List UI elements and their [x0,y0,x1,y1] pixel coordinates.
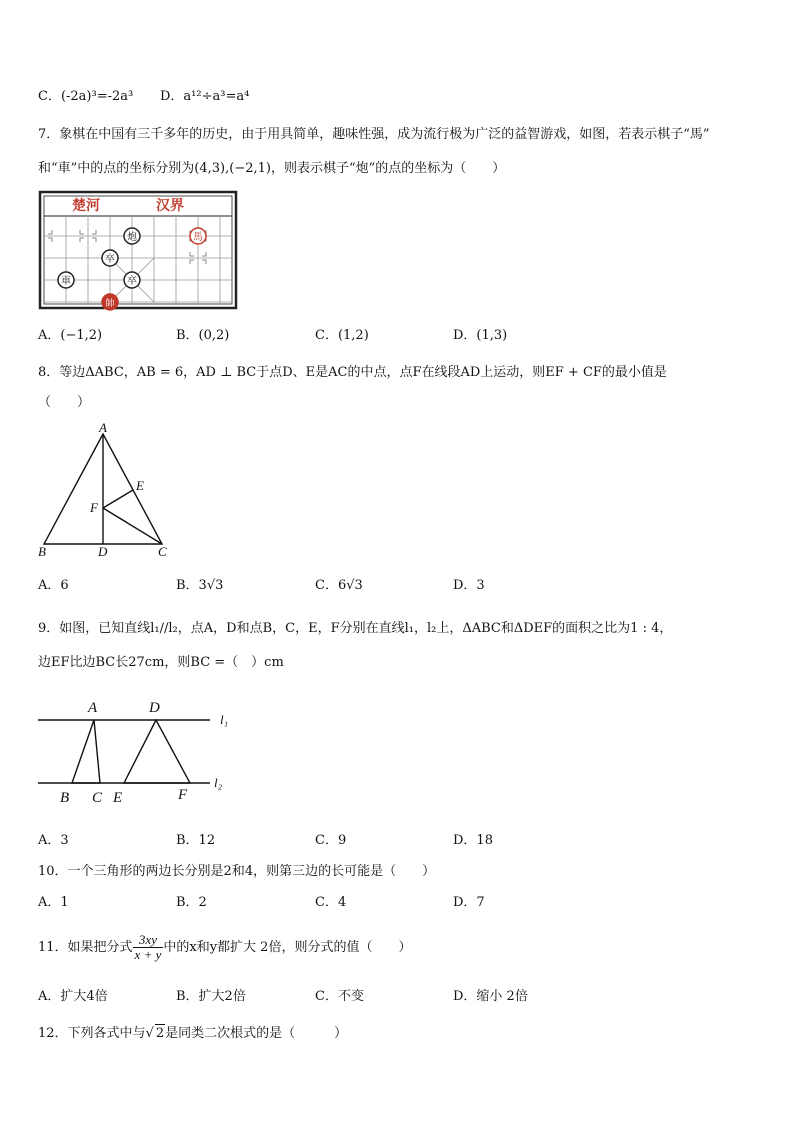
q10-option-c: C．4 [315,895,347,910]
q10-option-d: D．7 [453,895,485,910]
q11-fraction-denominator: x + y [134,947,162,962]
q7-option-c: C．(1,2) [315,328,369,343]
q9-stem-line2: 边EF比边BC长27cm，则BC =（ ）cm [38,655,284,670]
label-c: C [92,790,103,806]
svg-text:馬: 馬 [193,232,203,243]
label-e: E [113,790,123,806]
q10-option-b: B．2 [176,895,207,910]
q9-option-c: C．9 [315,833,347,848]
q8-stem-line2: （ ） [38,395,91,410]
q7-stem-line1: 7．象棋在中国有三千多年的历史，由于用具简单，趣味性强，成为流行极为广泛的益智游戏，如图，若表示棋子“馬” [38,127,710,142]
label-a: A [99,420,107,435]
triangle-abc-figure [30,420,180,560]
board-banner-left: 楚河 [72,198,100,214]
q7-stem-line2: 和“車”中的点的坐标分别为(4,3),(−2,1)，则表示棋子“炮”的点的坐标为（ ） [38,161,506,176]
q12-prefix: 12．下列各式中与 [38,1026,146,1041]
svg-text:卒: 卒 [127,276,137,287]
svg-text:卒: 卒 [105,254,115,265]
q7-option-b: B．(0,2) [176,328,230,343]
sqrt-symbol: √ [145,1026,154,1041]
q9-option-b: B．12 [176,833,216,848]
q11-stem [38,930,411,966]
label-d: D [149,700,160,716]
q11-option-b: B．扩大2倍 [176,989,246,1004]
label-f: F [90,500,98,515]
q8-option-c: C．6√3 [315,578,363,593]
q7-option-a: A．(−1,2) [38,328,103,343]
q9-option-a: A．3 [38,833,69,848]
label-a: A [88,700,98,716]
q10-option-a: A．1 [38,895,69,910]
q8-option-b: B．3√3 [176,578,224,593]
q6-option-d: D．a¹²÷a³=a⁴ [160,89,250,104]
label-b: B [38,544,46,559]
piece-zu-2 [124,272,140,288]
piece-shuai [102,294,118,310]
label-l1: l₁ [220,712,229,727]
q9-option-d: D．18 [453,833,493,848]
q11-option-c: C．不变 [315,989,364,1004]
q8-stem-line1: 8．等边ΔABC，AB = 6，AD ⊥ BC于点D、E是AC的中点，点F在线段AD上运动，则EF + CF的最小值是 [38,365,667,380]
board-banner-right: 汉界 [156,198,184,214]
label-c: C [158,544,167,559]
q12-radicand: 2 [155,1026,165,1041]
parallel-lines-figure [30,692,240,810]
piece-ju [58,272,74,288]
q8-option-a: A．6 [38,578,69,593]
svg-text:帥: 帥 [105,299,115,309]
piece-pao [124,228,140,244]
q10-stem: 10．一个三角形的两边长分别是2和4，则第三边的长可能是（ ） [38,864,436,879]
label-b: B [60,790,70,806]
q9-stem-line1: 9．如图，已知直线l₁//l₂，点A，D和点B，C，E，F分别在直线l₁，l₂上，ΔABC和ΔDEF的面积之比为1 : 4， [38,621,673,636]
q6-option-c: C．(-2a)³=-2a³ [38,89,134,104]
label-f: F [178,787,188,803]
piece-zu-1 [102,250,118,266]
q11-fraction-numerator: 3xy [133,933,164,948]
svg-text:炮: 炮 [127,232,137,243]
q11-option-d: D．缩小 2倍 [453,989,528,1004]
q11-prefix: 11．如果把分式 [38,940,133,955]
piece-ma [190,228,206,244]
q7-option-d: D．(1,3) [453,328,508,343]
label-e: E [136,478,144,493]
q12-stem [38,1024,347,1043]
q11-suffix: 中的x和y都扩大 2倍，则分式的值（ ） [163,940,412,955]
chess-board-figure [38,190,238,312]
q12-suffix: 是同类二次根式的是（ ） [165,1026,348,1041]
label-d: D [98,544,108,559]
q11-option-a: A．扩大4倍 [38,989,108,1004]
svg-text:車: 車 [61,276,71,287]
q8-option-d: D．3 [453,578,485,593]
q11-fraction [133,933,164,962]
label-l2: l₂ [214,775,223,790]
